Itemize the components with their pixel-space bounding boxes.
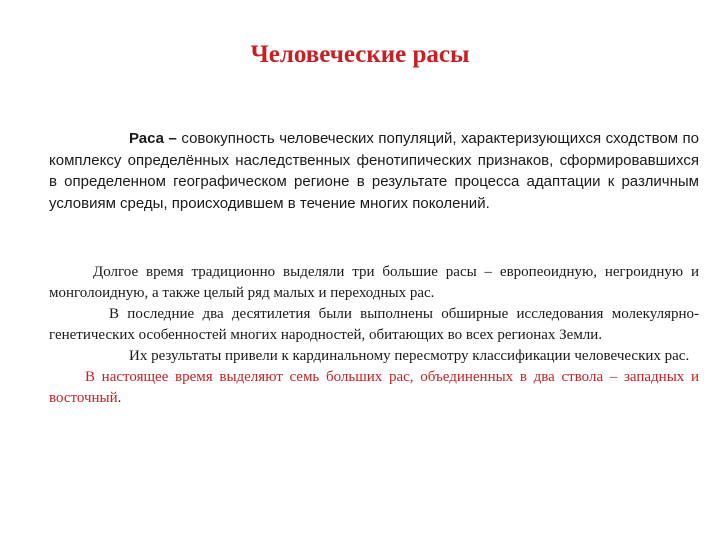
slide-title: Человеческие расы	[250, 41, 470, 68]
definition-paragraph	[49, 128, 699, 214]
definition-term: Раса –	[129, 130, 177, 147]
paragraph-end-period: .	[117, 390, 122, 406]
paragraph-seven-races	[49, 367, 699, 409]
highlight-seven-races: В настоящее время выделяют семь больших рас, объединенных в два ствола – западных и восточный	[49, 369, 699, 406]
definition-text: совокупность человеческих популяций, характеризующихся сходством по комплексу определённых наследственных фенотипических признаков, сформировавшихся в определенном географическом регионе в результате процесса адаптации к различным условиям среды, происходившем в течение многих поколений.	[49, 130, 700, 212]
paragraph-results: Их результаты привели к кардинальному пересмотру классификации человеческих рас.	[129, 348, 690, 364]
body-text	[49, 262, 699, 409]
paragraph-research: В последние два десятилетия были выполнены обширные исследования молекулярно-генетических особенностей многих народностей, обитающих во всех регионах Земли.	[49, 306, 699, 343]
paragraph-three-races: Долгое время традиционно выделяли три большие расы – европеоидную, негроидную и монголоидную, а также целый ряд малых и переходных рас.	[49, 264, 699, 301]
